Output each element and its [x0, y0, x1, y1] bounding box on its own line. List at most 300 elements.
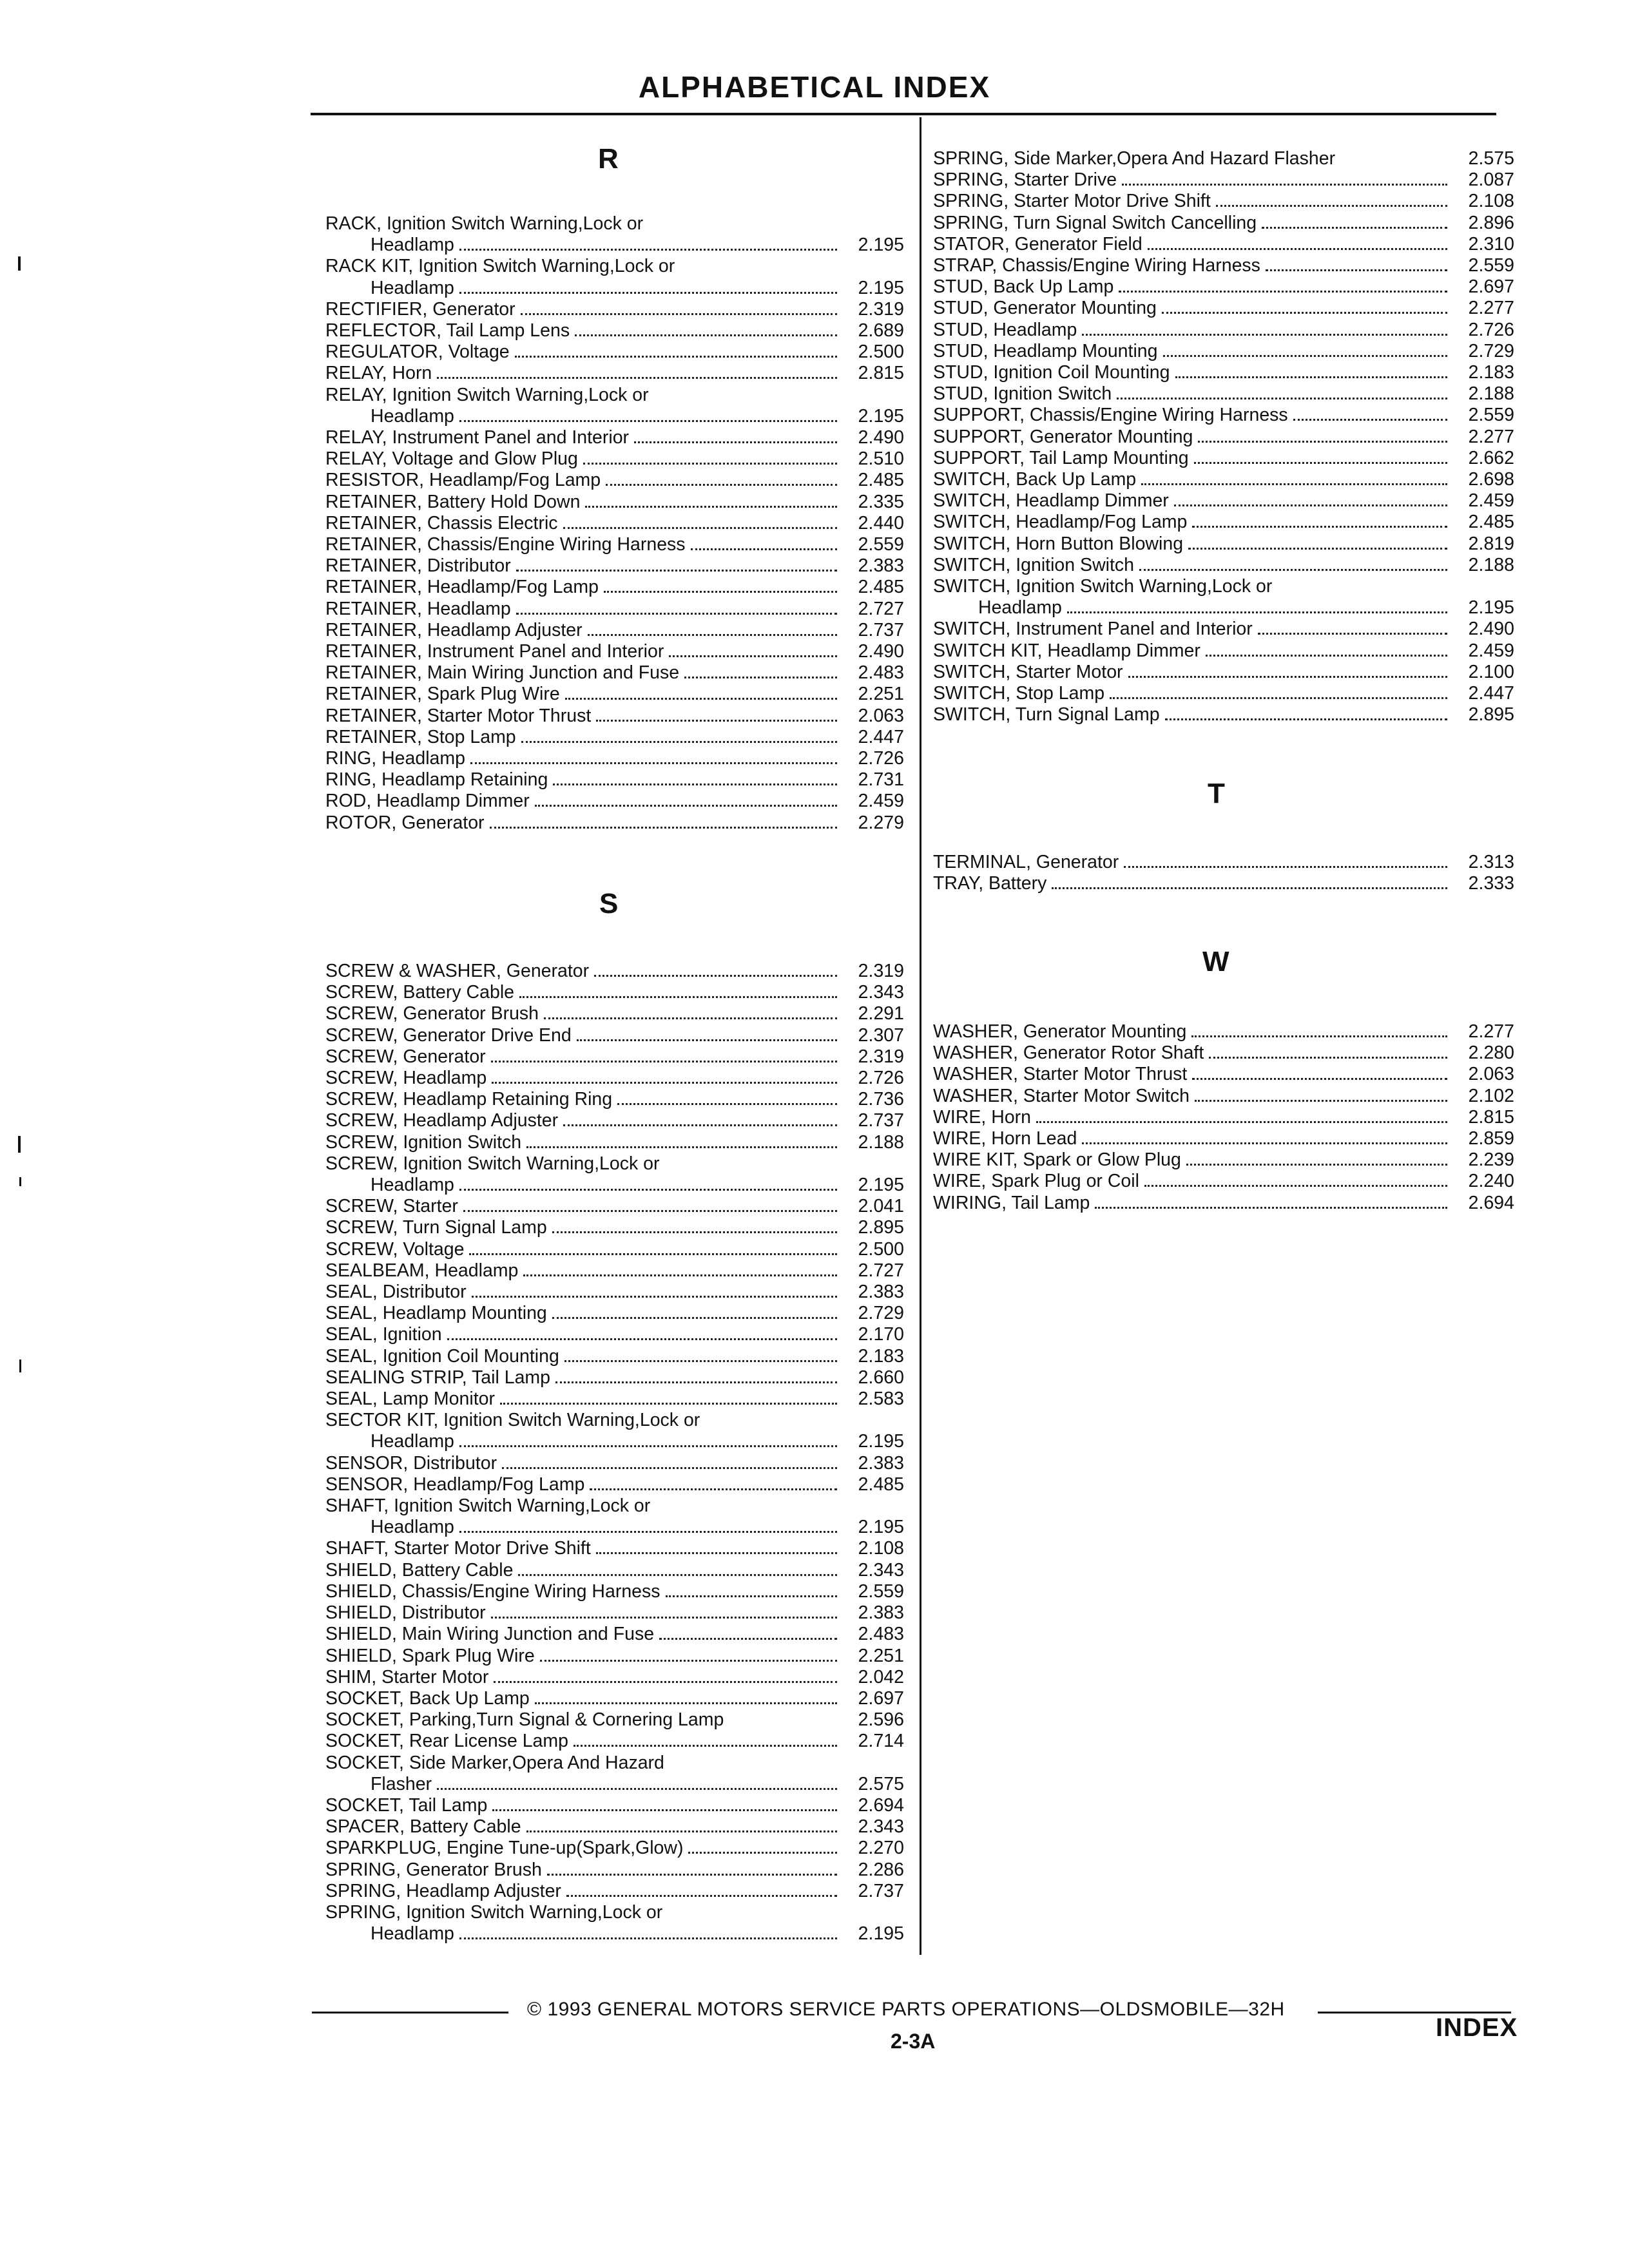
dot-leader — [502, 1461, 837, 1469]
entry-name: SHIELD, Spark Plug Wire — [325, 1645, 535, 1666]
entry-page: 2.575 — [858, 1773, 904, 1794]
entry-name: SEAL, Distributor — [325, 1282, 467, 1303]
index-entry — [933, 1128, 1514, 1149]
entry-name: RETAINER, Main Wiring Junction and Fuse — [325, 662, 680, 684]
index-entry — [325, 256, 904, 298]
entry-page: 2.195 — [1468, 597, 1514, 619]
index-entry — [933, 213, 1514, 234]
entry-page: 2.195 — [858, 405, 904, 427]
dot-leader — [1192, 519, 1447, 528]
entry-page: 2.319 — [858, 1046, 904, 1067]
index-entry — [933, 873, 1514, 894]
index-entry — [325, 1581, 904, 1602]
entry-name: SCREW, Headlamp Adjuster — [325, 1110, 559, 1131]
index-entry — [325, 513, 904, 534]
entry-page: 2.697 — [1468, 276, 1514, 298]
margin-mark — [19, 1360, 21, 1372]
entry-name: SOCKET, Rear License Lamp — [325, 1731, 568, 1752]
dot-leader — [1175, 370, 1448, 378]
index-entry — [325, 1881, 904, 1902]
entry-page: 2.383 — [858, 1282, 904, 1303]
index-entry — [933, 191, 1514, 212]
index-entry — [325, 1282, 904, 1303]
entry-page: 2.819 — [1468, 533, 1514, 554]
entry-page: 2.490 — [1468, 619, 1514, 640]
title-rule — [311, 113, 1496, 115]
dot-leader — [526, 1824, 837, 1832]
index-list-r — [325, 213, 904, 834]
index-entry — [325, 555, 904, 577]
index-entry — [325, 706, 904, 727]
entry-name-continued: Headlamp — [978, 597, 1062, 619]
index-entry — [325, 641, 904, 662]
index-entry — [325, 812, 904, 834]
entry-name: SCREW & WASHER, Generator — [325, 961, 590, 981]
dot-leader — [521, 307, 837, 315]
entry-name: RETAINER, Headlamp/Fog Lamp — [325, 577, 599, 598]
dot-leader — [459, 1931, 837, 1939]
dot-leader — [463, 1204, 837, 1212]
index-entry — [325, 727, 904, 748]
dot-leader — [666, 1589, 837, 1597]
dot-leader — [1195, 1093, 1447, 1102]
index-entry — [933, 1021, 1514, 1043]
entry-name: RETAINER, Distributor — [325, 555, 511, 577]
index-entry — [933, 640, 1514, 662]
index-entry — [933, 619, 1514, 640]
entry-page: 2.500 — [858, 341, 904, 363]
index-entry — [933, 320, 1514, 341]
entry-name: WIRE, Spark Plug or Coil — [933, 1171, 1139, 1192]
index-entry — [325, 320, 904, 341]
entry-page: 2.726 — [858, 748, 904, 769]
entry-page: 2.727 — [858, 598, 904, 619]
dot-leader — [1266, 263, 1447, 271]
dot-leader — [491, 1054, 837, 1062]
dot-leader — [1067, 605, 1447, 613]
entry-name: RELAY, Ignition Switch Warning,Lock or — [325, 384, 649, 405]
dot-leader — [492, 1803, 837, 1811]
entry-name: WASHER, Starter Motor Thrust — [933, 1064, 1188, 1085]
entry-name: SWITCH, Starter Motor — [933, 661, 1123, 682]
entry-page: 2.583 — [858, 1389, 904, 1410]
entry-page: 2.195 — [858, 1175, 904, 1196]
entry-name: RETAINER, Starter Motor Thrust — [325, 705, 592, 726]
index-entry — [325, 1303, 904, 1324]
index-entry — [325, 1046, 904, 1068]
entry-page: 2.500 — [858, 1238, 904, 1260]
dot-leader — [1162, 305, 1447, 314]
entry-page: 2.343 — [858, 982, 904, 1003]
entry-name: RETAINER, Chassis/Engine Wiring Harness — [325, 534, 686, 555]
entry-name: WIRE, Horn Lead — [933, 1128, 1077, 1149]
dot-leader — [470, 756, 837, 764]
index-list-s-right — [933, 148, 1514, 726]
entry-name: SWITCH, Horn Button Blowing — [933, 533, 1184, 554]
entry-name: WIRING, Tail Lamp — [933, 1192, 1090, 1213]
dot-leader — [1052, 881, 1447, 889]
entry-page: 2.662 — [1468, 447, 1514, 468]
entry-page: 2.183 — [858, 1345, 904, 1367]
entry-page: 2.319 — [858, 298, 904, 320]
dot-leader — [491, 1610, 837, 1619]
dot-leader — [1144, 1178, 1447, 1187]
dot-leader — [1128, 669, 1447, 678]
dot-leader — [729, 1719, 837, 1725]
entry-name-continued: Headlamp — [371, 405, 454, 427]
entry-page: 2.596 — [858, 1709, 904, 1731]
index-entry — [933, 1043, 1514, 1064]
entry-name: WIRE KIT, Spark or Glow Plug — [933, 1149, 1181, 1171]
entry-page: 2.559 — [1468, 255, 1514, 276]
dot-leader — [526, 1140, 837, 1148]
dot-leader — [500, 1396, 837, 1405]
index-entry — [933, 148, 1514, 169]
dot-leader — [1258, 626, 1447, 635]
entry-page: 2.188 — [858, 1131, 904, 1153]
section-letter-w: W — [1202, 946, 1229, 977]
index-entry — [325, 299, 904, 320]
entry-page: 2.188 — [1468, 383, 1514, 405]
index-entry — [325, 213, 904, 256]
entry-page: 2.307 — [858, 1024, 904, 1046]
entry-name: SEALING STRIP, Tail Lamp — [325, 1367, 551, 1388]
dot-leader — [519, 990, 837, 998]
dot-leader — [544, 1011, 837, 1019]
index-entry — [933, 427, 1514, 448]
index-entry — [933, 683, 1514, 704]
entry-name: SECTOR KIT, Ignition Switch Warning,Lock or — [325, 1410, 700, 1431]
index-entry — [325, 577, 904, 598]
entry-name: SCREW, Battery Cable — [325, 982, 515, 1003]
dot-leader — [583, 456, 837, 465]
index-entry — [325, 1324, 904, 1345]
index-entry — [933, 512, 1514, 533]
entry-name: SOCKET, Back Up Lamp — [325, 1687, 530, 1709]
entry-name: TERMINAL, Generator — [933, 852, 1119, 872]
dot-leader — [521, 735, 837, 743]
index-entry — [325, 363, 904, 384]
entry-name: RETAINER, Battery Hold Down — [325, 491, 581, 512]
index-entry — [325, 1709, 904, 1731]
dot-leader — [1122, 177, 1447, 186]
entry-name: SHIELD, Distributor — [325, 1602, 486, 1624]
entry-name: SWITCH, Ignition Switch Warning,Lock or — [933, 576, 1273, 597]
index-entry — [933, 448, 1514, 469]
entry-name: SHAFT, Starter Motor Drive Shift — [325, 1538, 591, 1559]
entry-name: RETAINER, Headlamp — [325, 598, 511, 619]
entry-name: SENSOR, Distributor — [325, 1452, 497, 1474]
dot-leader — [1192, 1072, 1447, 1080]
entry-page: 2.736 — [858, 1089, 904, 1110]
entry-name: SWITCH, Ignition Switch — [933, 554, 1134, 575]
entry-page: 2.383 — [858, 555, 904, 577]
index-entry — [325, 1239, 904, 1260]
index-entry — [933, 362, 1514, 383]
entry-name: RELAY, Instrument Panel and Interior — [325, 427, 630, 448]
dot-leader — [547, 1867, 837, 1876]
entry-page: 2.459 — [858, 791, 904, 812]
entry-name: STUD, Ignition Coil Mounting — [933, 362, 1170, 383]
dot-leader — [1119, 284, 1447, 293]
entry-name: RETAINER, Stop Lamp — [325, 726, 516, 747]
index-entry — [325, 1602, 904, 1624]
entry-page: 2.383 — [858, 1452, 904, 1474]
page-number: 2-3A — [891, 2030, 936, 2053]
entry-name-continued: Flasher — [371, 1773, 432, 1794]
entry-name: SHIELD, Battery Cable — [325, 1559, 514, 1581]
index-entry — [933, 405, 1514, 426]
index-entry — [325, 1260, 904, 1282]
dot-leader — [472, 1289, 837, 1298]
entry-name: SCREW, Starter — [325, 1196, 458, 1217]
margin-mark — [18, 1136, 21, 1153]
index-entry — [325, 769, 904, 791]
dot-leader — [604, 584, 837, 593]
dot-leader — [459, 1439, 837, 1447]
index-entry — [325, 1902, 904, 1945]
entry-page: 2.042 — [858, 1666, 904, 1687]
dot-leader — [492, 1075, 837, 1084]
section-letter-s: S — [599, 888, 619, 919]
dot-leader — [523, 1268, 837, 1276]
index-entry — [325, 427, 904, 448]
dot-leader — [552, 1311, 837, 1319]
entry-name: STUD, Headlamp Mounting — [933, 340, 1158, 361]
dot-leader — [563, 1118, 837, 1126]
index-entry — [933, 852, 1514, 873]
index-entry — [933, 1086, 1514, 1107]
entry-name: SOCKET, Side Marker,Opera And Hazard — [325, 1752, 664, 1773]
entry-page: 2.815 — [1468, 1106, 1514, 1128]
dot-leader — [634, 435, 837, 443]
index-entry — [933, 1064, 1514, 1085]
index-entry — [325, 1089, 904, 1110]
entry-name: ROD, Headlamp Dimmer — [325, 791, 530, 812]
entry-name: STUD, Ignition Switch — [933, 383, 1112, 405]
index-entry — [325, 791, 904, 812]
entry-page: 2.490 — [858, 641, 904, 662]
dot-leader — [684, 670, 837, 678]
entry-page: 2.694 — [1468, 1192, 1514, 1213]
entry-page: 2.195 — [858, 1923, 904, 1945]
entry-name: STRAP, Chassis/Engine Wiring Harness — [933, 255, 1260, 276]
dot-leader — [459, 242, 837, 251]
entry-name: SPARKPLUG, Engine Tune-up(Spark,Glow) — [325, 1838, 684, 1859]
index-entry — [933, 490, 1514, 512]
index-entry — [325, 1003, 904, 1024]
entry-name: WASHER, Starter Motor Switch — [933, 1085, 1190, 1106]
entry-page: 2.485 — [858, 470, 904, 491]
dot-leader — [585, 499, 837, 508]
index-entry — [325, 1538, 904, 1559]
entry-name: RACK KIT, Ignition Switch Warning,Lock or — [325, 256, 675, 277]
index-entry — [933, 1149, 1514, 1171]
entry-page: 2.195 — [858, 235, 904, 256]
index-entry — [933, 662, 1514, 683]
entry-name: SCREW, Ignition Switch Warning,Lock or — [325, 1153, 660, 1174]
entry-name: SWITCH KIT, Headlamp Dimmer — [933, 640, 1200, 661]
entry-name: RELAY, Voltage and Glow Plug — [325, 448, 578, 470]
entry-page: 2.102 — [1468, 1085, 1514, 1106]
dot-leader — [535, 1696, 837, 1704]
entry-page: 2.063 — [1468, 1064, 1514, 1085]
entry-name: WASHER, Generator Rotor Shaft — [933, 1043, 1204, 1064]
entry-page: 2.195 — [858, 1517, 904, 1538]
dot-leader — [437, 1782, 837, 1790]
dot-leader — [588, 628, 837, 636]
dot-leader — [516, 606, 837, 615]
index-entry — [325, 961, 904, 982]
entry-page: 2.737 — [858, 1880, 904, 1901]
entry-page: 2.689 — [858, 320, 904, 341]
margin-mark — [18, 256, 21, 271]
entry-page: 2.291 — [858, 1003, 904, 1024]
dot-leader — [535, 798, 837, 807]
dot-leader — [447, 1332, 837, 1340]
entry-name: RING, Headlamp Retaining — [325, 769, 548, 791]
entry-name: SCREW, Generator Drive End — [325, 1024, 572, 1046]
entry-name: SCREW, Headlamp — [325, 1068, 487, 1089]
page-title: ALPHABETICAL INDEX — [638, 70, 991, 104]
index-entry — [933, 469, 1514, 490]
entry-page: 2.280 — [1468, 1043, 1514, 1064]
dot-leader — [1186, 1157, 1447, 1166]
dot-leader — [553, 777, 837, 785]
index-entry — [325, 1688, 904, 1709]
entry-name: RETAINER, Instrument Panel and Interior — [325, 641, 664, 662]
entry-name: RECTIFIER, Generator — [325, 298, 516, 320]
dot-leader — [617, 1097, 837, 1105]
entry-page: 2.251 — [858, 684, 904, 705]
entry-name: SWITCH, Back Up Lamp — [933, 469, 1137, 490]
index-entry — [325, 1153, 904, 1196]
dot-leader — [437, 370, 837, 379]
index-entry — [325, 1068, 904, 1089]
dot-leader — [577, 1033, 837, 1041]
entry-page: 2.313 — [1468, 852, 1514, 872]
entry-page: 2.859 — [1468, 1128, 1514, 1149]
dot-leader — [1148, 242, 1447, 250]
index-entry — [325, 620, 904, 641]
entry-page: 2.100 — [1468, 661, 1514, 682]
entry-name: SWITCH, Instrument Panel and Interior — [933, 619, 1253, 640]
dot-leader — [515, 349, 837, 358]
index-entry — [325, 1410, 904, 1452]
entry-page: 2.459 — [1468, 640, 1514, 661]
index-entry — [325, 599, 904, 620]
dot-leader — [555, 1375, 837, 1383]
index-entry — [325, 1860, 904, 1881]
index-entry — [933, 555, 1514, 576]
entry-name: SENSOR, Headlamp/Fog Lamp — [325, 1474, 585, 1495]
entry-name-continued: Headlamp — [371, 277, 454, 298]
index-entry — [325, 492, 904, 513]
entry-name: SEAL, Lamp Monitor — [325, 1389, 495, 1410]
entry-name: SWITCH, Headlamp/Fog Lamp — [933, 512, 1188, 533]
dot-leader — [1191, 1029, 1447, 1037]
entry-name: SCREW, Generator — [325, 1046, 486, 1067]
dot-leader — [1095, 1200, 1447, 1209]
entry-name: RESISTOR, Headlamp/Fog Lamp — [325, 470, 601, 491]
entry-name: STUD, Back Up Lamp — [933, 276, 1114, 298]
entry-name: SPACER, Battery Cable — [325, 1816, 521, 1838]
dot-leader — [1165, 712, 1447, 720]
entry-name: SWITCH, Stop Lamp — [933, 683, 1105, 704]
entry-name: SEAL, Ignition — [325, 1324, 442, 1345]
entry-name: SUPPORT, Tail Lamp Mounting — [933, 447, 1189, 468]
entry-page: 2.041 — [858, 1196, 904, 1217]
entry-page: 2.063 — [858, 705, 904, 726]
entry-page: 2.559 — [858, 1581, 904, 1602]
entry-name: SEALBEAM, Headlamp — [325, 1260, 519, 1281]
entry-name: RING, Headlamp — [325, 748, 465, 769]
entry-name: SWITCH, Headlamp Dimmer — [933, 490, 1169, 512]
dot-leader — [1036, 1115, 1447, 1123]
entry-name: SPRING, Ignition Switch Warning,Lock or — [325, 1901, 663, 1923]
entry-name: SPRING, Turn Signal Switch Cancelling — [933, 212, 1257, 233]
index-entry — [325, 1624, 904, 1645]
entry-name: SCREW, Generator Brush — [325, 1003, 539, 1024]
dot-leader — [596, 1546, 837, 1554]
entry-page: 2.737 — [858, 1110, 904, 1131]
entry-name: SPRING, Generator Brush — [325, 1859, 542, 1880]
dot-leader — [594, 968, 837, 977]
dot-leader — [1141, 477, 1447, 485]
index-entry — [933, 383, 1514, 405]
entry-name: SUPPORT, Generator Mounting — [933, 426, 1193, 447]
entry-page: 2.694 — [858, 1794, 904, 1816]
entry-page: 2.108 — [858, 1538, 904, 1559]
index-entry — [325, 1474, 904, 1495]
entry-name: SEAL, Headlamp Mounting — [325, 1303, 547, 1324]
dot-leader — [1117, 391, 1447, 399]
entry-name: SHIELD, Chassis/Engine Wiring Harness — [325, 1581, 660, 1602]
entry-name: WASHER, Generator Mounting — [933, 1021, 1187, 1042]
dot-leader — [691, 542, 837, 550]
dot-leader — [1124, 860, 1447, 868]
entry-page: 2.251 — [858, 1645, 904, 1666]
entry-name: SCREW, Headlamp Retaining Ring — [325, 1089, 613, 1110]
entry-page: 2.343 — [858, 1559, 904, 1581]
entry-name: SCREW, Turn Signal Lamp — [325, 1217, 547, 1238]
entry-name-continued: Headlamp — [371, 1923, 454, 1945]
entry-name: ROTOR, Generator — [325, 812, 485, 833]
index-entry — [325, 1367, 904, 1389]
index-entry — [325, 534, 904, 555]
dot-leader — [1293, 412, 1447, 421]
entry-page: 2.485 — [858, 577, 904, 598]
entry-page: 2.737 — [858, 619, 904, 640]
index-entry — [325, 1110, 904, 1131]
dot-leader — [1174, 498, 1447, 506]
dot-leader — [563, 521, 837, 529]
entry-page: 2.727 — [858, 1260, 904, 1281]
dot-leader — [459, 1524, 837, 1533]
entry-page: 2.240 — [1468, 1171, 1514, 1192]
entry-page: 2.310 — [1468, 233, 1514, 255]
entry-page: 2.485 — [858, 1474, 904, 1495]
dot-leader — [1194, 456, 1447, 464]
entry-page: 2.277 — [1468, 426, 1514, 447]
index-entry — [325, 448, 904, 470]
entry-page: 2.170 — [858, 1324, 904, 1345]
index-entry — [325, 1025, 904, 1046]
dot-leader — [459, 1182, 837, 1191]
entry-page: 2.277 — [1468, 1021, 1514, 1042]
dot-leader — [1082, 1136, 1447, 1144]
entry-name: SUPPORT, Chassis/Engine Wiring Harness — [933, 405, 1288, 426]
